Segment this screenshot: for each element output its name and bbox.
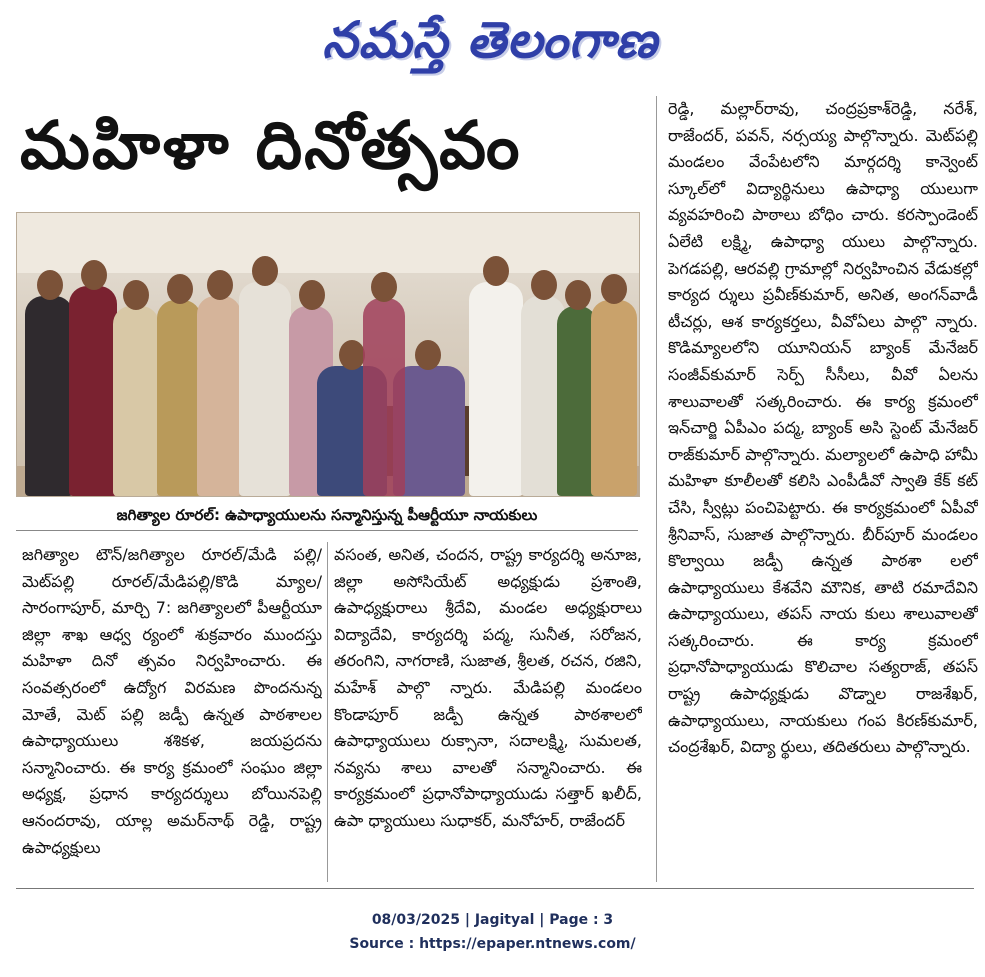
- masthead-logo: నమస్తే తెలంగాణ: [322, 11, 658, 69]
- column-divider: [656, 96, 657, 882]
- footer-divider: [16, 888, 974, 889]
- footer-meta: 08/03/2025 | Jagityal | Page : 3: [371, 912, 614, 928]
- article-column-2: వసంత, అనిత, చందన, రాష్ట్ర కార్యదర్శి అనూజ, జిల్లా అసోసియేట్ అధ్యక్షుడు ప్రశాంతి, ఉపాధ్యక్షురాలు శ్రీదేవి, మండల అధ్యక్షురాలు విద్యాదేవి, కార్యదర్శి పద్మ, సునీత, సరోజన, తరంగిని, నాగరాణి, సుజాత, శ్రీలత, రచన, రజిని, మహేశ్ పాల్గొ న్నారు. మేడిపల్లి మండలం కొండాపూర్ జడ్పీ ఉన్నత పాఠశాలలో ఉపాధ్యాయులు రుక్సానా, సదాలక్ష్మి, సుమలత, నవ్యను శాలు వాలతో సన్మానించారు. ఈ కార్యక్రమంలో ప్రధానోపాధ్యాయుడు సత్తార్ ఖలీద్, ఉపా ధ్యాయులు సుధాకర్, మనోహర్, రాజేందర్: [334, 545, 642, 830]
- news-photo: [16, 212, 640, 497]
- photo-caption: జగిత్యాల రూరల్: ఉపాధ్యాయులను సన్మానిస్తున్న పీఆర్టీయూ నాయకులు: [16, 500, 638, 531]
- footer-source-link[interactable]: Source : https://epaper.ntnews.com/: [349, 936, 636, 952]
- column-divider: [327, 542, 328, 882]
- article-column-3: రెడ్డి, మల్లార్‌రావు, చంద్రప్రకాశ్‌రెడ్డి, నరేశ్, రాజేందర్, పవన్, నర్సయ్య పాల్గొన్నారు. మెట్‌పల్లి మండలం వేంపేటలోని మార్గదర్శి కాన్వెంట్ స్కూల్‌లో విద్యార్థినులు ఉపాధ్యా యులుగా వ్యవహరించి పాఠాలు బోధిం చారు. కరస్పాండెంట్ ఏలేటి లక్ష్మి, ఉపాధ్యా యులు పాల్గొన్నారు. పెగడపల్లి, ఆరవల్లి గ్రామాల్లో నిర్వహించిన వేడుకల్లో కార్యద ర్శులు ప్రవీణ్‌కుమార్, అనిత, అంగన్‌వాడీ టీచర్లు, ఆశ కార్యకర్తలు, వీవోఏలు పాల్గొ న్నారు. కొడిమ్యాలలోని యూనియన్ బ్యాంక్ మేనేజర్ సంజీవ్‌కుమార్ సెర్ప్ సీసీలు, వీవో ఏలను శాలువాలతో సత్కరించారు. ఈ కార్య క్రమంలో ఇన్‌చార్జి ఏపీఎం పద్మ, బ్యాంక్ అసి స్టెంట్ మేనేజర్ రాజ్‌కుమార్ పాల్గొన్నారు. మల్యాలలో ఉపాధి హామీ మహిళా కూలీలతో కలిసి ఎంపీడీవో స్వాతి కేక్ కట్ చేసి, స్వీట్లు పంచిపెట్టారు. ఈ కార్యక్రమంలో ఏపీవో శ్రీనివాస్, సుజాత పాల్గొన్నారు. బీర్‌పూర్ మండలం కొల్వాయి జడ్పీ ఉన్నత పాఠశా లలో ఉపాధ్యాయులు కేశవేని మౌనిక, తాటి రమాదేవిని ఉపాధ్యాయులు, తపస్ నాయ కులు శాలువాలతో సత్కరించారు. ఈ కార్య క్రమంలో ప్రధానోపాధ్యాయుడు కొలిచాల సత్యరాజ్, తపస్ రాష్ట్ర ఉపాధ్యక్షుడు వొడ్నాల రాజశేఖర్, ఉపాధ్యాయులు, నాయకులు గంప కిరణ్‌కుమార్, చంద్రశేఖర్, విద్యా ర్థులు, తదితరులు పాల్గొన్నారు.: [668, 99, 978, 757]
- article-column-1: జగిత్యాల టౌన్/జగిత్యాల రూరల్/మేడి పల్లి/మెట్‌పల్లి రూరల్/మేడిపల్లి/కొడి మ్యాల/సారంగాపూర్, మార్చి 7: జగిత్యాలలో పీఆర్టీయూ జిల్లా శాఖ ఆధ్వ ర్యంలో శుక్రవారం ముందస్తు మహిళా దినో త్సవం నిర్వహించారు. ఈ సంవత్సరంలో ఉద్యోగ విరమణ పొందనున్న మోతే, మెట్ పల్లి జడ్పీ ఉన్నత పాఠశాలల ఉపాధ్యాయులు శశికళ, జయప్రదను సన్మానించారు. ఈ కార్య క్రమంలో సంఘం జిల్లా అధ్యక్ష, ప్రధాన కార్యదర్శులు బోయినపెల్లి ఆనందరావు, యాల్ల అమర్‌నాథ్ రెడ్డి, రాష్ట్ర ఉపాధ్యక్షులు: [22, 545, 322, 857]
- headline: మహిళా దినోత్సవం: [20, 107, 522, 184]
